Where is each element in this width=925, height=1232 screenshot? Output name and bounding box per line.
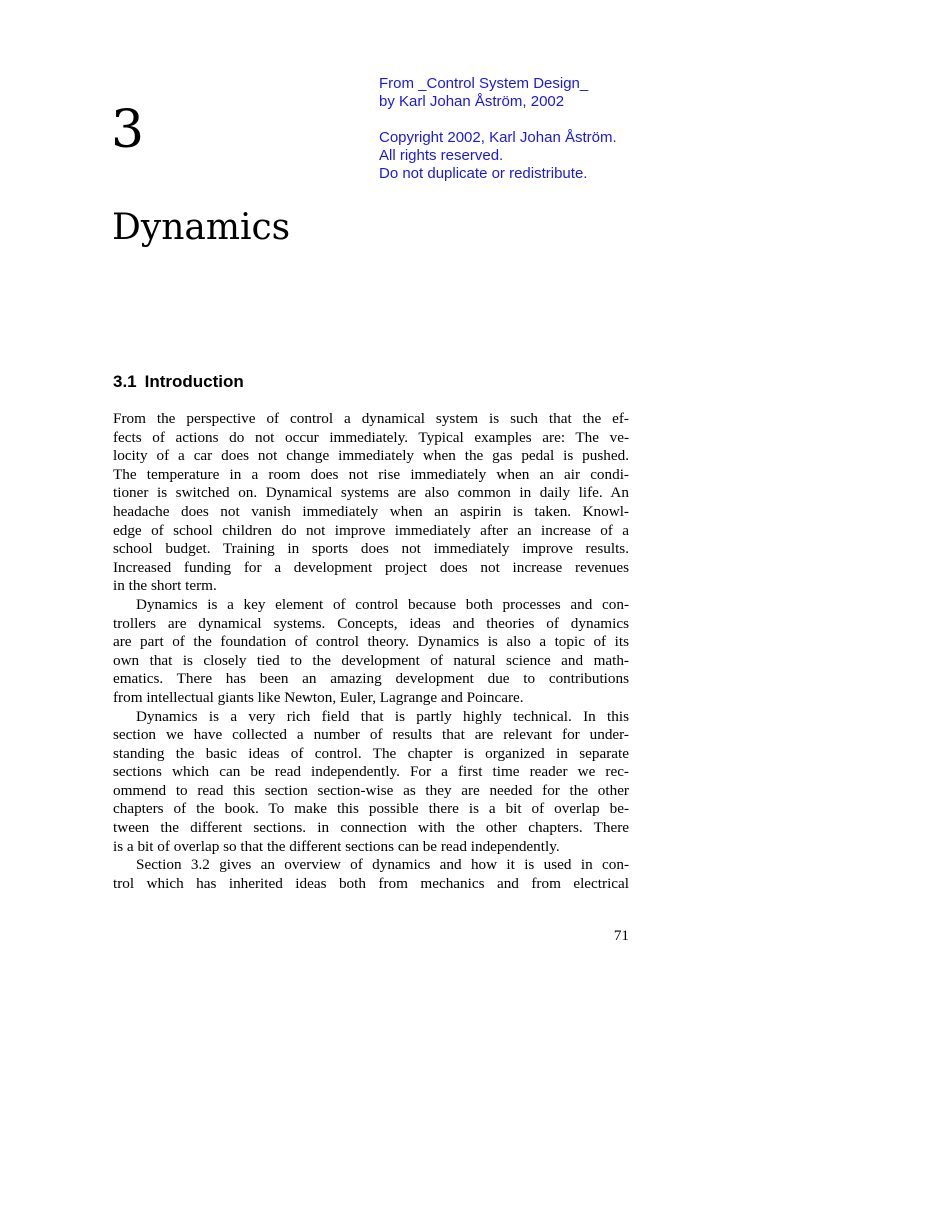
notice-author-line: by Karl Johan Åström, 2002 bbox=[379, 93, 565, 110]
paragraph-line: is a bit of overlap so that the different sections can be read independently. bbox=[113, 837, 560, 855]
chapter-number: 3 bbox=[111, 100, 145, 160]
paragraph-line: sections which can be read independently. For a first time reader we rec- bbox=[113, 763, 629, 781]
paragraph-line: standing the basic ideas of control. The chapter is organized in separate bbox=[113, 744, 629, 762]
paragraph-line: tween the different sections. in connection with the other chapters. There bbox=[113, 819, 629, 837]
page-number: 71 bbox=[613, 927, 629, 944]
paragraph-line: chapters of the book. To make this possible there is a bit of overlap be- bbox=[113, 800, 629, 818]
chapter-title: Dynamics bbox=[112, 207, 291, 248]
paragraph-line: From the perspective of control a dynamical system is such that the ef- bbox=[113, 410, 629, 427]
paragraph-line: tioner is switched on. Dynamical systems are also common in daily life. An bbox=[113, 484, 629, 502]
paragraph-line: section we have collected a number of results that are relevant for under- bbox=[113, 726, 629, 744]
section-title: Introduction bbox=[144, 372, 244, 391]
notice-rights-line: All rights reserved. bbox=[379, 147, 504, 164]
copyright-notice bbox=[379, 75, 617, 183]
notice-source-line: From _Control System Design_ bbox=[379, 75, 589, 92]
paragraph-line: own that is closely tied to the development of natural science and math- bbox=[113, 651, 629, 669]
paragraph-line: ematics. There has been an amazing development due to contributions bbox=[113, 670, 629, 688]
paragraph-line: from intellectual giants like Newton, Euler, Lagrange and Poincare. bbox=[113, 688, 524, 706]
paragraph-line: headache does not vanish immediately when an aspirin is taken. Knowl- bbox=[113, 502, 629, 520]
paragraph-line: The temperature in a room does not rise immediately when an air condi- bbox=[113, 465, 629, 483]
paragraph-line: trollers are dynamical systems. Concepts, ideas and theories of dynamics bbox=[113, 614, 629, 632]
notice-copyright-line: Copyright 2002, Karl Johan Åström. bbox=[379, 129, 617, 146]
paragraph-line: in the short term. bbox=[113, 577, 217, 595]
section-heading bbox=[113, 371, 244, 393]
paragraph-line: ommend to read this section section-wise as they are needed for the other bbox=[113, 781, 629, 799]
paragraph-line: locity of a car does not change immediately when the gas pedal is pushed. bbox=[113, 447, 629, 465]
paragraph-line: Dynamics is a very rich field that is partly highly technical. In this bbox=[136, 707, 629, 725]
notice-spacer bbox=[379, 111, 617, 129]
notice-redistribute-line: Do not duplicate or redistribute. bbox=[379, 165, 588, 182]
paragraph-line: Section 3.2 gives an overview of dynamics and how it is used in con- bbox=[136, 856, 629, 874]
paragraph-line: edge of school children do not improve immediately after an increase of a bbox=[113, 521, 629, 539]
section-number: 3.1 bbox=[113, 372, 137, 391]
body-text bbox=[113, 410, 629, 893]
paragraph-line: fects of actions do not occur immediately. Typical examples are: The ve- bbox=[113, 428, 629, 446]
paragraph-line: trol which has inherited ideas both from mechanics and from electrical bbox=[113, 874, 629, 892]
paragraph-line: Dynamics is a key element of control because both processes and con- bbox=[136, 595, 629, 613]
paragraph-line: school budget. Training in sports does not immediately improve results. bbox=[113, 540, 629, 558]
paragraph-line: Increased funding for a development project does not increase revenues bbox=[113, 558, 629, 576]
paragraph-line: are part of the foundation of control theory. Dynamics is also a topic of its bbox=[113, 633, 629, 651]
